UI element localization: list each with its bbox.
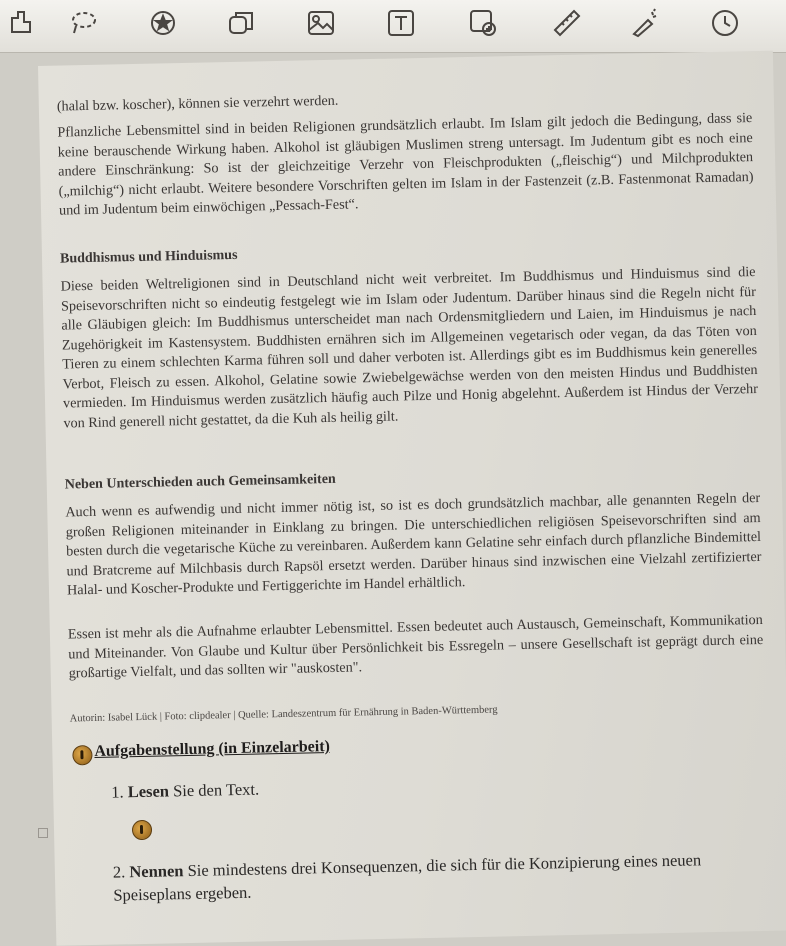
paragraph-common-ground: Auch wenn es aufwendig und nicht immer nötig ist, so ist es doch grundsätzlich machbar, alle genannten Regeln der großen Religionen miteinander in Einklang zu bringen. Die unterschiedlichen religiösen Speisevorschriften sind am besten durch die vegetarische Küche zu vereinbaren. Außerdem kann Gelatine sehr einfach durch pflanzliche Bindemittel und Bratcreme auf Milchbasis durch Rapsöl ersetzt werden. Darüber hinaus sind inzwischen eine Vielzahl zertifizierter Halal- und Koscher-Produkte und Fertiggerichte im Handel erhältlich. [65,489,762,599]
text-box-icon[interactable] [384,6,418,40]
paragraph-food-meaning: Essen ist mehr als die Aufnahme erlaubter Lebensmittel. Essen bedeutet auch Austausch, Gemeinschaft, Kommunikation und Miteinander. Von Glaube und Kultur über Persönlichkeit bis Essregeln – unsere Gesellschaft ist geprägt durch eine großartige Vielfalt, und das sollten wir "auskosten". [67,611,764,682]
source-credit: Autorin: Isabel Lück | Foto: clipdealer | Quelle: Landeszentrum für Ernährung in Baden-Württemberg [69,704,498,725]
paragraph-buddhism-hinduism: Diese beiden Weltreligionen sind in Deutschland nicht weit verbreitet. Im Buddhismus und Hinduismus sind die Speisevorschriften nicht so eindeutig festgelegt wie im Islam oder Judentum. Darüber hinaus sind die Regeln nicht für alle Gläubigen gleich: Im Buddhismus unterscheidet man nach Ordensmitgliedern und Laien, im Hinduismus je nach Zugehörigkeit im Kastensystem. Buddhisten ernähren sich im Allgemeinen vegetarisch oder vegan, da das Töten von Tieren zu einem schlechten Karma führen soll und daher verboten ist. Allerdings gibt es im Buddhismus kein generelles Verbot, Fleisch zu essen. Alkohol, Gelatine sowie Zwiebelgewächse werden von den meisten Hindus und Buddhisten vermieden. Im Hinduismus werden zusätzlich häufig auch Pilze und Honig abgelehnt. Außerdem ist Hindus der Verzehr von Rind generell nicht gestattet, da die Kuh als heilig gilt. [60,264,759,432]
task-2-text: Sie mindestens drei Konsequenzen, die sich für die Konzipierung eines neuen Speiseplans ergeben. [113,850,702,905]
hand-select-icon[interactable] [4,6,38,40]
add-media-icon[interactable] [466,6,500,40]
image-icon[interactable] [304,6,338,40]
heading-buddhism-hinduism: Buddhismus und Hinduismus [59,247,238,267]
task-2-badge-icon [132,820,152,840]
layers-icon[interactable] [224,6,258,40]
task-1-text: Sie den Text. [172,779,260,801]
paragraph-halal: (halal bzw. koscher), können sie verzehrt werden. [56,92,339,115]
lasso-icon[interactable] [66,6,100,40]
task-2-number: 2. [112,862,126,882]
task-2 [113,847,764,907]
task-1 [111,778,259,804]
task-1-number: 1. [111,782,124,802]
paragraph-plant-foods: Pflanzliche Lebensmittel sind in beiden Religionen grundsätzlich erlaubt. Im Islam gilt jedoch die Bedingung, dass sie keine berauschende Wirkung haben. Alkohol ist gläubigen Muslimen streng untersagt. Im Judentum gibt es noch eine andere Einschränkung: So ist der gleichzeitige Verzehr von Fleischprodukten („fleischig“) und Milchprodukten („milchig“) nicht erlaubt. Weitere besondere Vorschriften gelten im Islam in der Fastenzeit (z.B. Fastenmonat Ramadan) und im Judentum beim einwöchigen „Pessach-Fest“. [57,110,754,219]
timer-icon[interactable] [708,6,742,40]
task-badge-icon [72,745,92,765]
task-1-verb: Lesen [127,781,170,802]
magic-pen-icon[interactable] [628,6,662,40]
answer-checkbox[interactable] [38,828,48,838]
task-heading: Aufgabenstellung (in Einzelarbeit) [94,738,331,760]
worksheet-page [38,51,786,946]
toolbar [0,0,786,53]
heading-common-ground: Neben Unterschieden auch Gemeinsamkeiten [64,471,336,493]
ruler-icon[interactable] [550,6,584,40]
task-2-verb: Nennen [129,861,184,882]
star-shape-icon[interactable] [146,6,180,40]
